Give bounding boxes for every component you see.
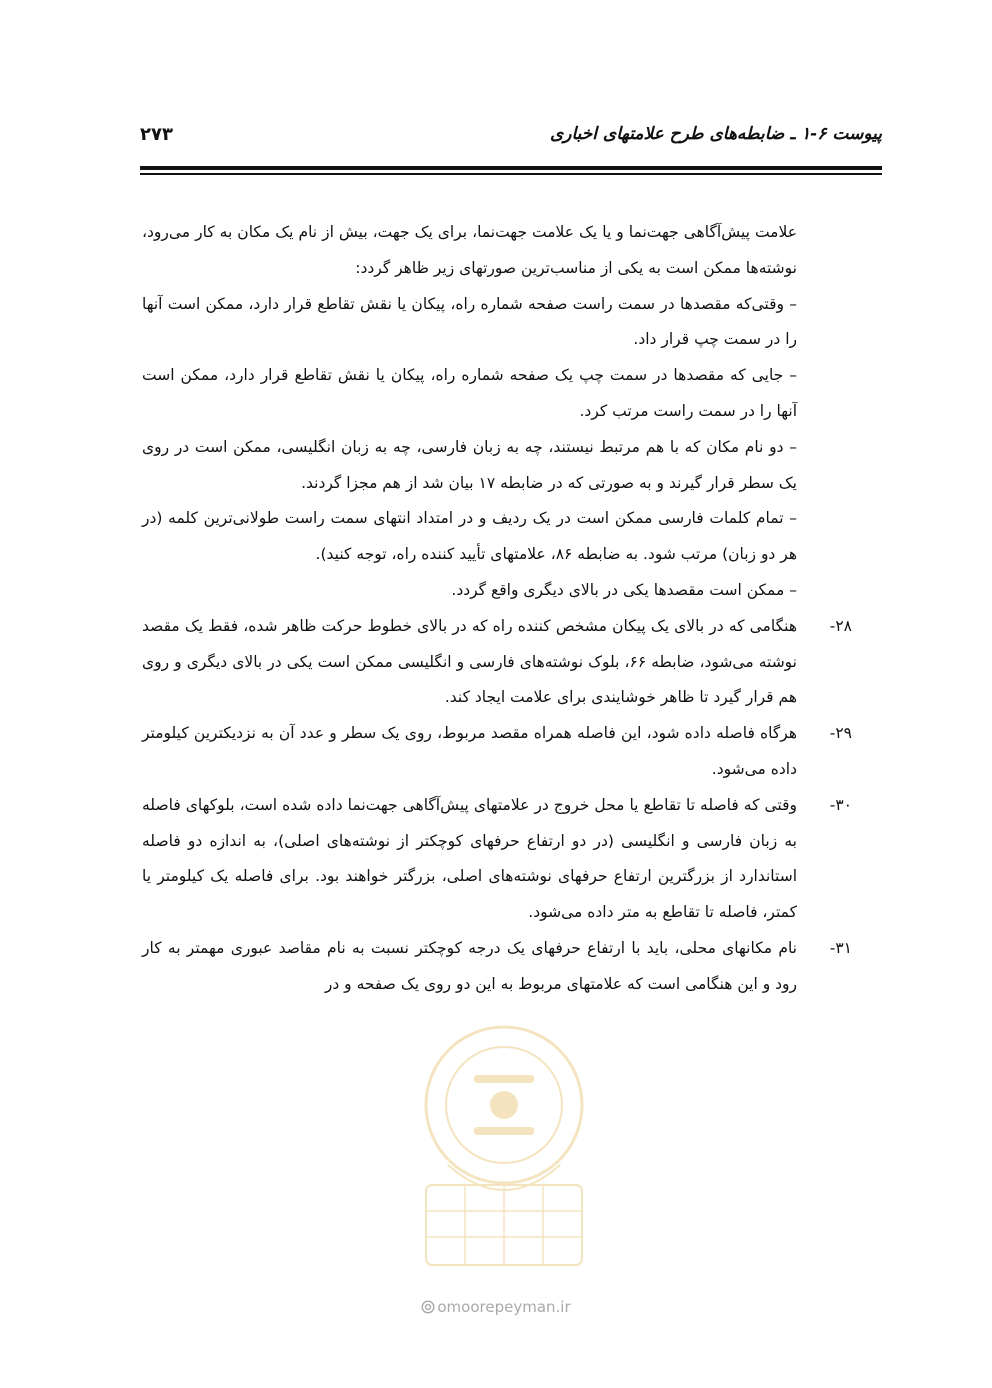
page-number: ۲۷۳ (140, 124, 173, 145)
at-sign-icon (421, 1300, 435, 1314)
header-rule-thick (140, 166, 882, 170)
numbered-item-28 (142, 609, 852, 716)
bullet-item: – تمام کلمات فارسی ممکن است در یک ردیف و در امتداد انتهای سمت راست طولانی‌ترین کلمه (در هر دو زبان) مرتب شود. به ضابطه ۸۶، علامتهای تأیید کننده راه، توجه کنید). (142, 509, 797, 564)
watermark-logo (408, 1015, 600, 1277)
bullet-item: – جایی که مقصدها در سمت چپ یک صفحه شماره راه، پیکان یا نقش تقاطع قرار دارد، ممکن است آنها را در سمت راست مرتب کرد. (142, 366, 797, 420)
numbered-item-31 (142, 931, 852, 1003)
website-url: omoorepeyman.ir (437, 1298, 571, 1316)
item-text: وقتی که فاصله تا تقاطع یا محل خروج در علامتهای پیش‌آگاهی جهت‌نما داده شده است، بلوکهای فاصله به زبان فارسی و انگلیسی (در دو ارتفاع حرفهای کوچکتر از نوشته‌های اصلی)، به اندازه دو فاصله استاندارد از بزرگترین ارتفاع حرفهای نوشته‌های اصلی، بزرگتر خواهند بود. برای فاصله یک کیلومتر یا کمتر، فاصله تا تقاطع به متر داده می‌شود. (142, 795, 797, 922)
page-header (140, 120, 882, 160)
item-number: ۳۰- (829, 795, 852, 814)
website-footer (0, 1298, 992, 1316)
item-number: ۳۱- (829, 938, 852, 957)
numbered-item-29 (142, 716, 852, 788)
bullet-item: – دو نام مکان که با هم مرتبط نیستند، چه به زبان فارسی، چه به زبان انگلیسی، ممکن است در روی یک سطر قرار گیرند و به صورتی که در ضابطه ۱۷ بیان شد از هم مجزا گردند. (142, 437, 797, 492)
bullet-item: – وقتی‌که مقصدها در سمت راست صفحه شماره راه، پیکان یا نقش تقاطع قرار دارد، ممکن است آنها را در سمت چپ قرار داد. (142, 294, 797, 349)
header-rule-thin (140, 173, 882, 175)
item-text: نام مکانهای محلی، باید با ارتفاع حرفهای یک درجه کوچکتر نسبت به نام مقاصد عبوری مهمتر به کار رود و این هنگامی است که علامتهای مربوط به این دو روی یک صفحه و در (142, 938, 797, 993)
item-number: ۲۸- (829, 616, 852, 635)
item-number: ۲۹- (829, 724, 852, 743)
intro-paragraph: علامت پیش‌آگاهی جهت‌نما و یا یک علامت جهت‌نما، برای یک جهت، بیش از نام یک مکان به کار می‌رود، نوشته‌ها ممکن است به یکی از مناسب‌ترین صورتهای زیر ظاهر گردد: (142, 223, 797, 277)
running-title: پیوست ۶-۱ ـ ضابطه‌های طرح علامتهای اخباری (549, 124, 882, 144)
bullet-item: – ممکن است مقصدها یکی در بالای دیگری واقع گردد. (451, 580, 797, 599)
item-text: هرگاه فاصله داده شود، این فاصله همراه مقصد مربوط، روی یک سطر و عدد آن به نزدیکترین کیلومتر داده می‌شود. (142, 724, 797, 778)
page-body (142, 215, 852, 1003)
numbered-item-30 (142, 788, 852, 931)
item-text: هنگامی که در بالای یک پیکان مشخص کننده راه که در بالای خطوط حرکت ظاهر شده، فقط یک مقصد نوشته می‌شود، ضابطه ۶۶، بلوک نوشته‌های فارسی و انگلیسی ممکن است یکی در بالای دیگری و روی هم قرار گیرد تا ظاهر خوشایندی برای علامت ایجاد کند. (142, 616, 798, 707)
